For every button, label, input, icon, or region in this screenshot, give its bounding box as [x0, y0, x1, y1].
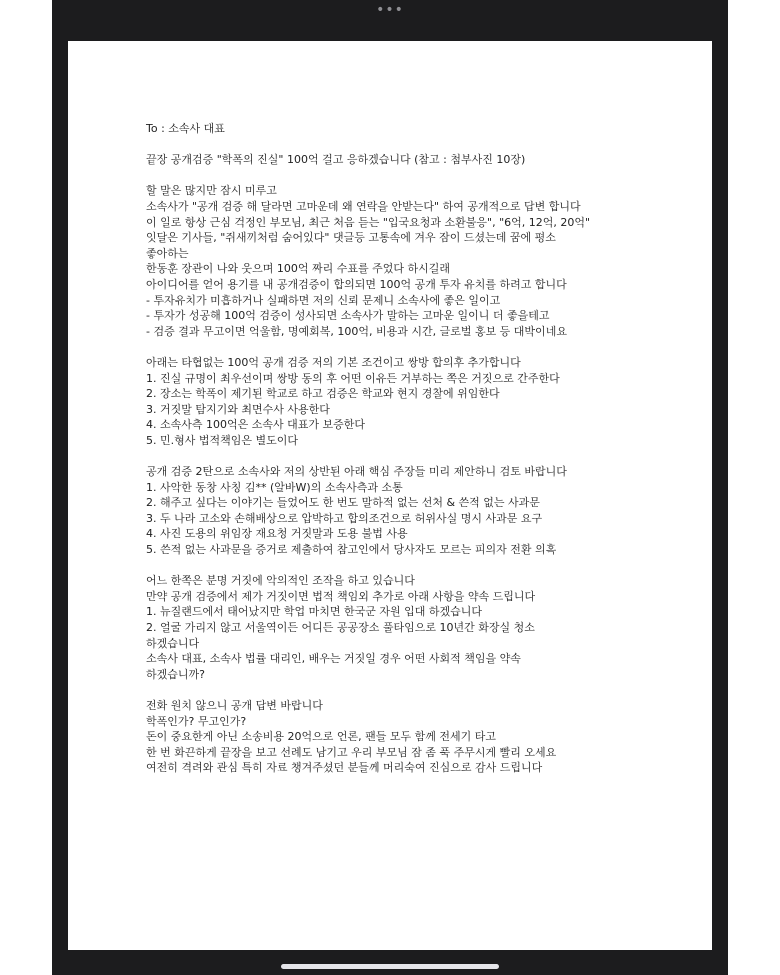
tablet-frame — [52, 0, 728, 975]
text-line: 5. 쓴적 없는 사과문을 증거로 제출하여 참고인에서 당사자도 모르는 피의자 전환 의혹 — [146, 543, 557, 557]
text-line: 1. 뉴질랜드에서 태어났지만 학업 마치면 한국군 자원 입대 하겠습니다 — [146, 605, 482, 619]
text-line: 2. 장소는 학폭이 제기된 학교로 하고 검증은 학교와 현지 경찰에 위임한다 — [146, 387, 500, 401]
subject-line: 끝장 공개검증 "학폭의 진실" 100억 걸고 응하겠습니다 (참고 : 첨부사진 10장) — [146, 153, 526, 167]
letter-body — [146, 121, 706, 776]
text-line: 하겠습니까? — [146, 667, 205, 681]
text-line: - 투자유치가 미흡하거나 실패하면 저의 신뢰 문제니 소속사에 좋은 일이고 — [146, 293, 501, 307]
text-line: - 검증 결과 무고이면 억울함, 명예회복, 100억, 비용과 시간, 글로벌 홍보 등 대박이네요 — [146, 324, 567, 338]
text-line: 아이디어를 얻어 용기를 내 공개검증이 합의되면 100억 공개 투자 유치를 하려고 합니다 — [146, 277, 567, 291]
spacer — [146, 168, 706, 184]
text-line: 공개 검증 2탄으로 소속사와 저의 상반된 아래 핵심 주장들 미리 제안하니 검토 바랍니다 — [146, 465, 567, 479]
home-indicator[interactable] — [281, 964, 499, 969]
text-line: 학폭인가? 무고인가? — [146, 714, 247, 728]
text-line: 하겠습니다 — [146, 636, 200, 650]
text-line: 좋아하는 — [146, 246, 189, 260]
text-line: 1. 진실 규명이 최우선이며 쌍방 동의 후 어떤 이유든 거부하는 쪽은 거짓으로 간주한다 — [146, 371, 560, 385]
document-page — [68, 41, 712, 950]
text-line: 만약 공개 검증에서 제가 거짓이면 법적 책임외 추가로 아래 사항을 약속 드립니다 — [146, 589, 536, 603]
text-line: 4. 소속사측 100억은 소속사 대표가 보증한다 — [146, 418, 365, 432]
text-line: 소속사 대표, 소속사 법률 대리인, 배우는 거짓일 경우 어떤 사회적 책임을 약속 — [146, 652, 521, 666]
text-line: 할 말은 많지만 잠시 미루고 — [146, 184, 277, 198]
text-line: 한 번 화끈하게 끝장을 보고 선례도 남기고 우리 부모님 잠 좀 푹 주무시게 빨리 오세요 — [146, 745, 557, 759]
text-line: 소속사가 "공개 검증 해 달라면 고마운데 왜 연락을 안받는다" 하여 공개적으로 답변 합니다 — [146, 199, 581, 213]
paragraph-intro — [146, 183, 706, 339]
paragraph-closing — [146, 698, 706, 776]
text-line: 돈이 중요한게 아닌 소송비용 20억으로 언론, 팬들 모두 함께 전세기 타고 — [146, 730, 496, 744]
text-line: 3. 두 나라 고소와 손해배상으로 압박하고 합의조건으로 허위사실 명시 사과문 요구 — [146, 511, 543, 525]
paragraph-promise — [146, 573, 706, 682]
text-line: 어느 한쪽은 분명 거짓에 악의적인 조작을 하고 있습니다 — [146, 574, 415, 588]
paragraph-claims — [146, 464, 706, 558]
text-line: 2. 얼굴 가리지 않고 서울역이든 어디든 공공장소 풀타임으로 10년간 화장실 청소 — [146, 621, 535, 634]
text-line: 잇달은 기사들, "쥐새끼처럼 숨어있다" 댓글등 고통속에 겨우 잠이 드셨는데 꿈에 평소 — [146, 231, 556, 245]
text-line: 여전히 격려와 관심 특히 자료 챙겨주셨던 분들께 머리숙여 진심으로 감사 드립니다 — [146, 761, 543, 775]
text-line: 한동훈 장관이 나와 웃으며 100억 짜리 수표를 주었다 하시길래 — [146, 262, 450, 276]
text-line: - 투자가 성공해 100억 검증이 성사되면 소속사가 말하는 고마운 일이니 더 좋을테고 — [146, 309, 550, 323]
spacer — [146, 558, 706, 574]
text-line: 5. 민.형사 법적책임은 별도이다 — [146, 433, 298, 447]
paragraph-conditions — [146, 355, 706, 449]
text-line: 1. 사악한 동창 사칭 김** (알바W)의 소속사측과 소통 — [146, 480, 403, 494]
text-line: 3. 거짓말 탐지기와 최면수사 사용한다 — [146, 402, 330, 416]
more-options-icon[interactable]: ••• — [376, 2, 404, 18]
spacer — [146, 137, 706, 153]
text-line: 2. 해주고 싶다는 이야기는 들었어도 한 번도 말하적 없는 선처 & 쓴적 없는 사과문 — [146, 496, 540, 510]
text-line: 이 일로 항상 근심 걱정인 부모님, 최근 처음 듣는 "입국요청과 소환불응", "6억, 12억, 20억" — [146, 215, 591, 229]
recipient-line: To : 소속사 대표 — [146, 122, 225, 135]
text-line: 아래는 타협없는 100억 공개 검증 저의 기본 조건이고 쌍방 합의후 추가합니다 — [146, 355, 521, 369]
spacer — [146, 448, 706, 464]
spacer — [146, 339, 706, 355]
text-line: 4. 사진 도용의 위임장 재요청 거짓말과 도용 불법 사용 — [146, 527, 408, 541]
spacer — [146, 682, 706, 698]
text-line: 전화 원치 않으니 공개 답변 바랍니다 — [146, 698, 323, 712]
